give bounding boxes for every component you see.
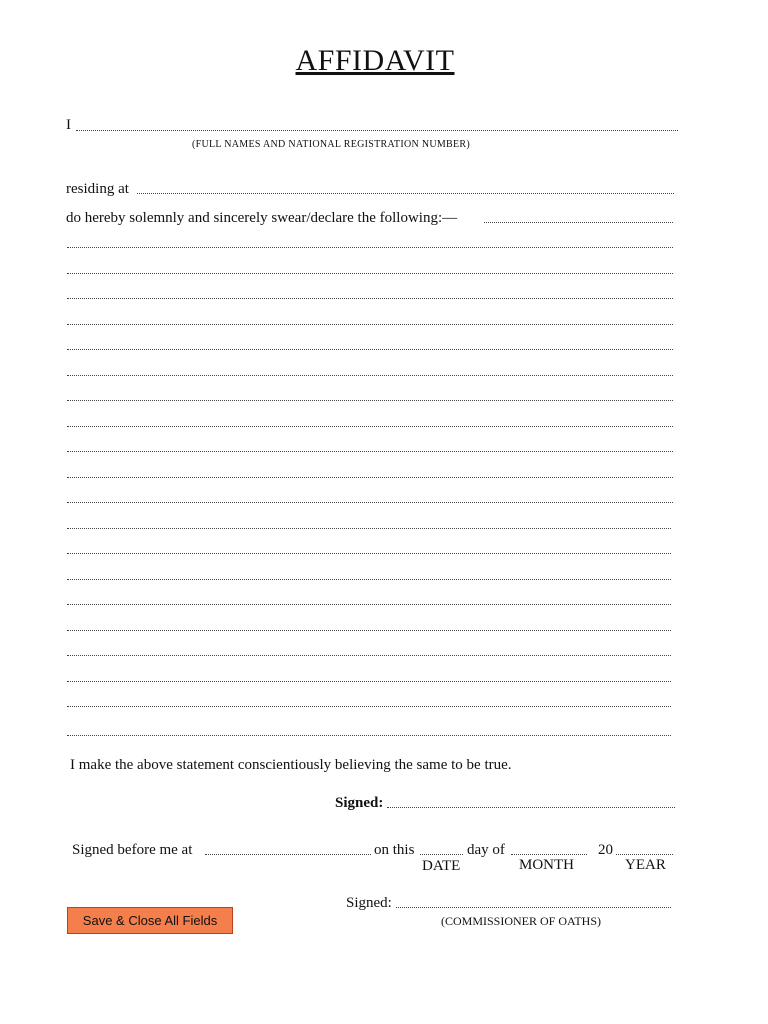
declaration-line[interactable] xyxy=(67,324,673,325)
document-title: AFFIDAVIT xyxy=(295,44,455,77)
declaration-line[interactable] xyxy=(67,426,673,427)
declaration-line[interactable] xyxy=(67,400,673,401)
declaration-line[interactable] xyxy=(67,375,673,376)
declaration-field-first[interactable] xyxy=(484,222,673,223)
declaration-line[interactable] xyxy=(67,681,671,682)
i-prefix: I xyxy=(66,117,71,133)
declaration-line[interactable] xyxy=(67,349,673,350)
commissioner-caption: (COMMISSIONER OF OATHS) xyxy=(441,914,602,928)
statement-text: I make the above statement conscientiously believing the same to be true. xyxy=(70,757,512,773)
declaration-line[interactable] xyxy=(67,477,673,478)
day-of-label: day of xyxy=(467,842,505,858)
full-name-caption: (FULL NAMES AND NATIONAL REGISTRATION NUMBER) xyxy=(192,139,471,150)
year-field[interactable] xyxy=(616,854,673,855)
deponent-signature-field[interactable] xyxy=(387,807,675,808)
declaration-line[interactable] xyxy=(67,451,673,452)
residing-field[interactable] xyxy=(137,193,674,194)
date-field[interactable] xyxy=(420,854,463,855)
year-prefix: 20 xyxy=(598,842,613,858)
declare-label: do hereby solemnly and sincerely swear/declare the following:— xyxy=(66,210,458,226)
month-caption: MONTH xyxy=(519,857,574,873)
date-caption: DATE xyxy=(422,858,461,874)
declaration-line[interactable] xyxy=(67,247,673,248)
declaration-line[interactable] xyxy=(67,528,671,529)
declaration-line[interactable] xyxy=(67,298,673,299)
declaration-line[interactable] xyxy=(67,630,671,631)
declaration-line[interactable] xyxy=(67,273,673,274)
place-field[interactable] xyxy=(205,854,371,855)
declaration-line[interactable] xyxy=(67,579,671,580)
full-name-field[interactable] xyxy=(76,130,678,131)
residing-label: residing at xyxy=(66,181,129,197)
commissioner-signature-field[interactable] xyxy=(396,907,671,908)
month-field[interactable] xyxy=(511,854,587,855)
commissioner-signed-label: Signed: xyxy=(346,895,392,911)
deponent-signed-label: Signed: xyxy=(335,795,384,811)
declaration-line[interactable] xyxy=(67,553,671,554)
declaration-line[interactable] xyxy=(67,735,671,736)
on-this-label: on this xyxy=(374,842,415,858)
year-caption: YEAR xyxy=(625,857,666,873)
declaration-line[interactable] xyxy=(67,655,671,656)
save-close-button[interactable]: Save & Close All Fields xyxy=(67,907,233,934)
signed-before-label: Signed before me at xyxy=(72,842,193,858)
declaration-line[interactable] xyxy=(67,706,671,707)
declaration-line[interactable] xyxy=(67,604,671,605)
declaration-line[interactable] xyxy=(67,502,673,503)
